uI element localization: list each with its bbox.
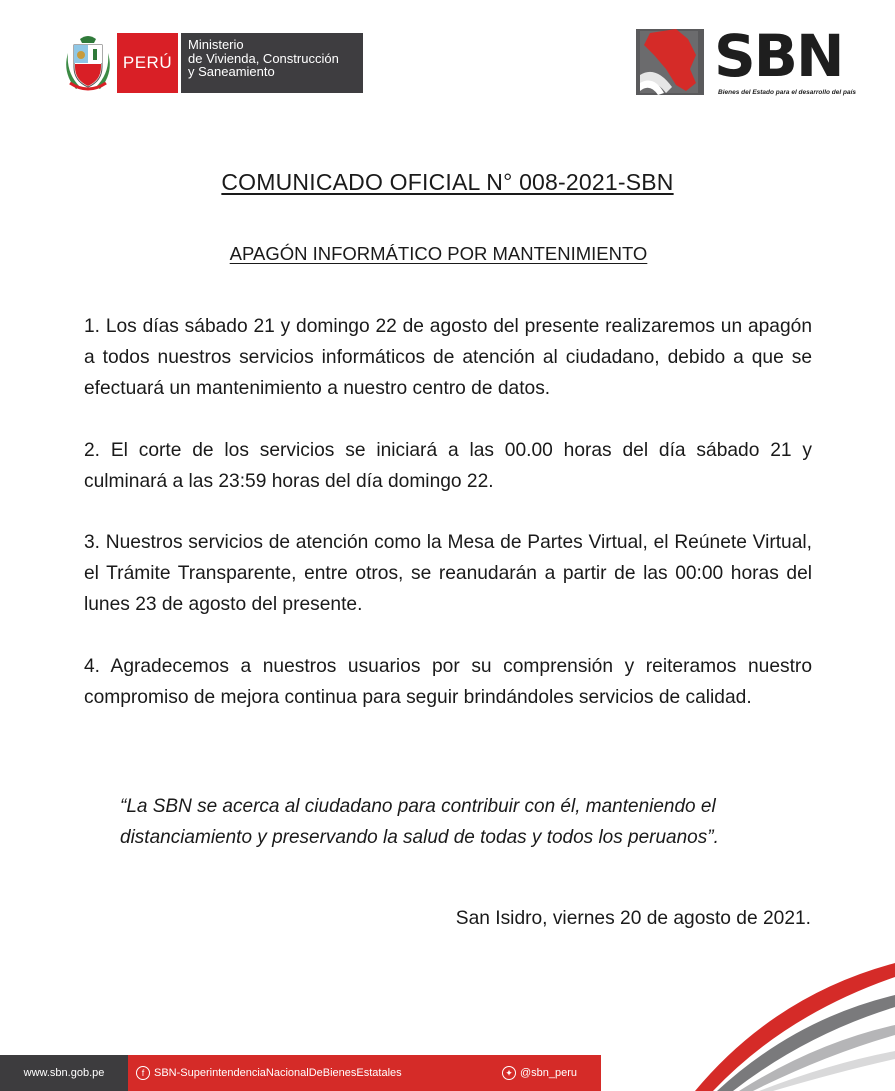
sbn-logo [636,22,856,101]
footer-bar [0,1055,601,1091]
document-title: COMUNICADO OFICIAL N° 008-2021-SBN [221,169,674,195]
document-subtitle: APAGÓN INFORMÁTICO POR MANTENIMIENTO [229,243,648,264]
place-date-signature: San Isidro, viernes 20 de agosto de 2021. [455,908,811,929]
decorative-swoosh [655,955,895,1091]
sbn-tagline: Bienes del Estado para el desarrollo del país [718,89,856,96]
peru-coat-of-arms-icon [66,33,110,93]
ministry-line: de Vivienda, Construcción [188,50,339,66]
paragraph-2: 2. El corte de los servicios se iniciará a las 00.00 horas del día sábado 21 y culminará a las 23:59 horas del día domingo 22. [84,440,812,492]
peru-map-icon [636,25,706,97]
paragraph-4: 4. Agradecemos a nuestros usuarios por su comprensión y reiteramos nuestro compromiso de mejora continua para seguir brindándoles servicios de calidad. [84,656,812,708]
twitter-link[interactable]: @sbn_peru [520,1067,578,1079]
twitter-icon: ✦ [502,1066,516,1080]
closing-quote: “La SBN se acerca al ciudadano para contribuir con él, manteniendo el distanciamiento y preservando la salud de todas y todos los peruanos”. [120,796,719,848]
website-link[interactable]: www.sbn.gob.pe [0,1055,128,1091]
ministry-line: y Saneamiento [188,64,275,79]
facebook-link[interactable]: SBN-SuperintendenciaNacionalDeBienesEstatales [154,1067,402,1079]
ministry-logo [66,33,363,93]
paragraph-3: 3. Nuestros servicios de atención como la Mesa de Partes Virtual, el Reúnete Virtual, el Trámite Transparente, entre otros, se reanudarán a partir de las 00:00 horas del lunes 23 de agosto del presente. [84,532,812,615]
facebook-icon: f [136,1066,150,1080]
ministry-name [181,33,363,93]
peru-label: PERÚ [117,33,178,93]
paragraph-1: 1. Los días sábado 21 y domingo 22 de agosto del presente realizaremos un apagón a todos nuestros servicios informáticos de atención al ciudadano, debido a que se efectuará un mantenimiento a nuestro centro de datos. [84,316,812,399]
twitter-handle-group [502,1066,577,1080]
sbn-wordmark: SBN [714,22,843,90]
ministry-line: Ministerio [188,37,244,52]
social-links [128,1055,601,1091]
